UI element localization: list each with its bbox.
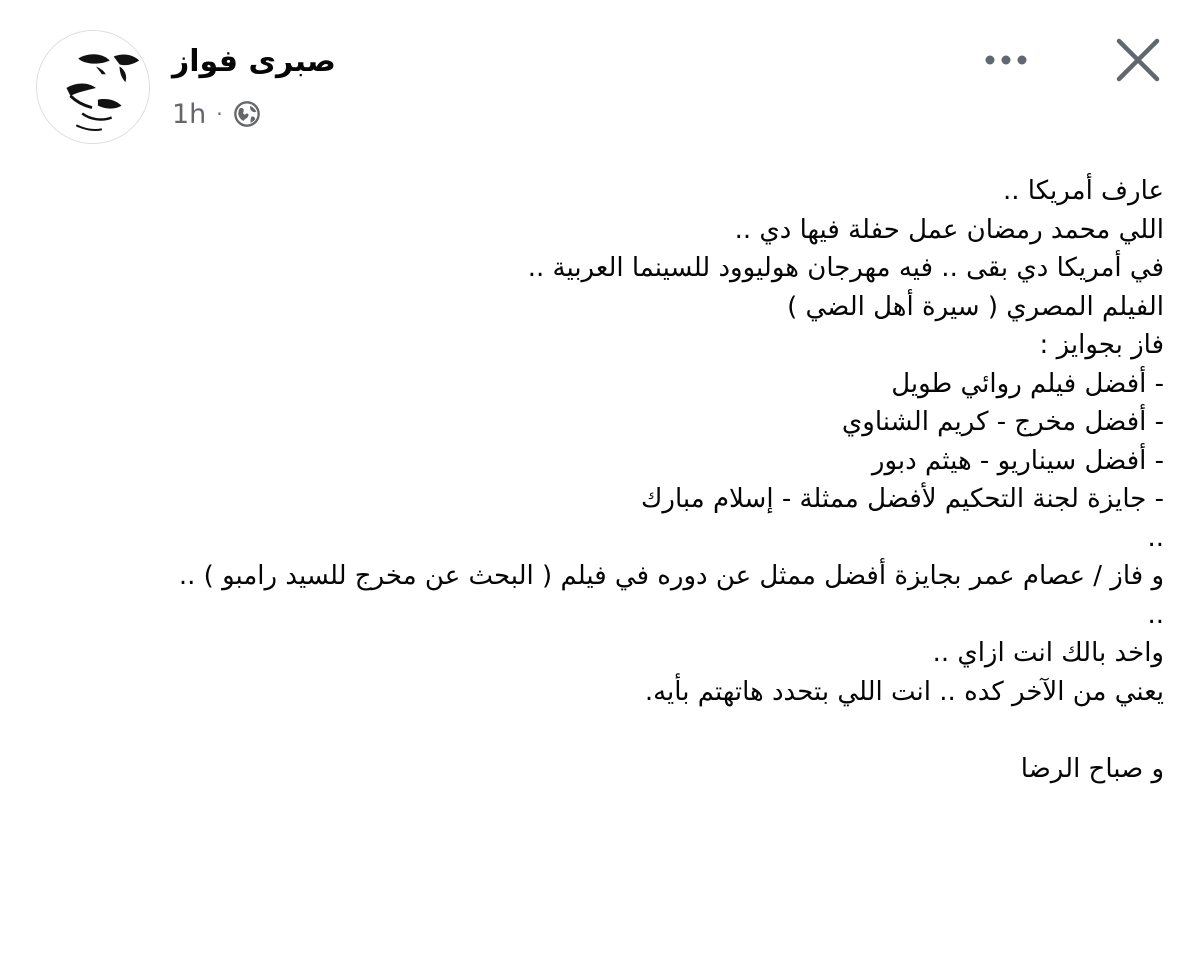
post-line: .. xyxy=(1147,599,1164,630)
post-line: يعني من الآخر كده .. انت اللي بتحدد هاتهتم بأيه. xyxy=(644,676,1164,707)
post-line: في أمريكا دي بقى .. فيه مهرجان هوليوود للسينما العربية .. xyxy=(527,253,1164,283)
post-line: اللي محمد رمضان عمل حفلة فيها دي .. xyxy=(734,214,1164,245)
post-line: و صباح الرضا xyxy=(1020,753,1164,784)
post-text xyxy=(36,172,1164,788)
post-header xyxy=(0,0,1200,150)
post-line: - أفضل مخرج - كريم الشناوي xyxy=(841,407,1164,437)
post-line: واخد بالك انت ازاي .. xyxy=(932,638,1164,668)
more-horizontal-icon xyxy=(976,50,1036,70)
author-name[interactable]: صبرى فواز xyxy=(172,44,336,79)
meta-separator: · xyxy=(216,102,223,126)
post-line: و فاز / عصام عمر بجايزة أفضل ممثل عن دوره في فيلم ( البحث عن مخرج للسيد رامبو ) .. xyxy=(178,561,1164,591)
close-button[interactable] xyxy=(1108,30,1168,90)
more-options-button[interactable] xyxy=(976,40,1036,80)
author-avatar[interactable] xyxy=(36,30,150,144)
post-meta xyxy=(172,96,261,132)
post-line: .. xyxy=(1147,522,1164,553)
close-icon xyxy=(1113,35,1163,85)
post-line: فاز بجوايز : xyxy=(1039,330,1164,360)
post-line: عارف أمريكا .. xyxy=(1002,176,1164,206)
globe-icon[interactable] xyxy=(233,100,261,128)
post-time[interactable]: 1h xyxy=(172,98,207,130)
avatar-drawing xyxy=(37,31,149,143)
post-line: - أفضل فيلم روائي طويل xyxy=(891,368,1164,399)
post-line: - جايزة لجنة التحكيم لأفضل ممثلة - إسلام مبارك xyxy=(641,484,1164,514)
post-line: الفيلم المصري ( سيرة أهل الضي ) xyxy=(787,291,1164,322)
post-blank-line xyxy=(36,711,1164,750)
post-line: - أفضل سيناريو - هيثم دبور xyxy=(871,445,1164,476)
